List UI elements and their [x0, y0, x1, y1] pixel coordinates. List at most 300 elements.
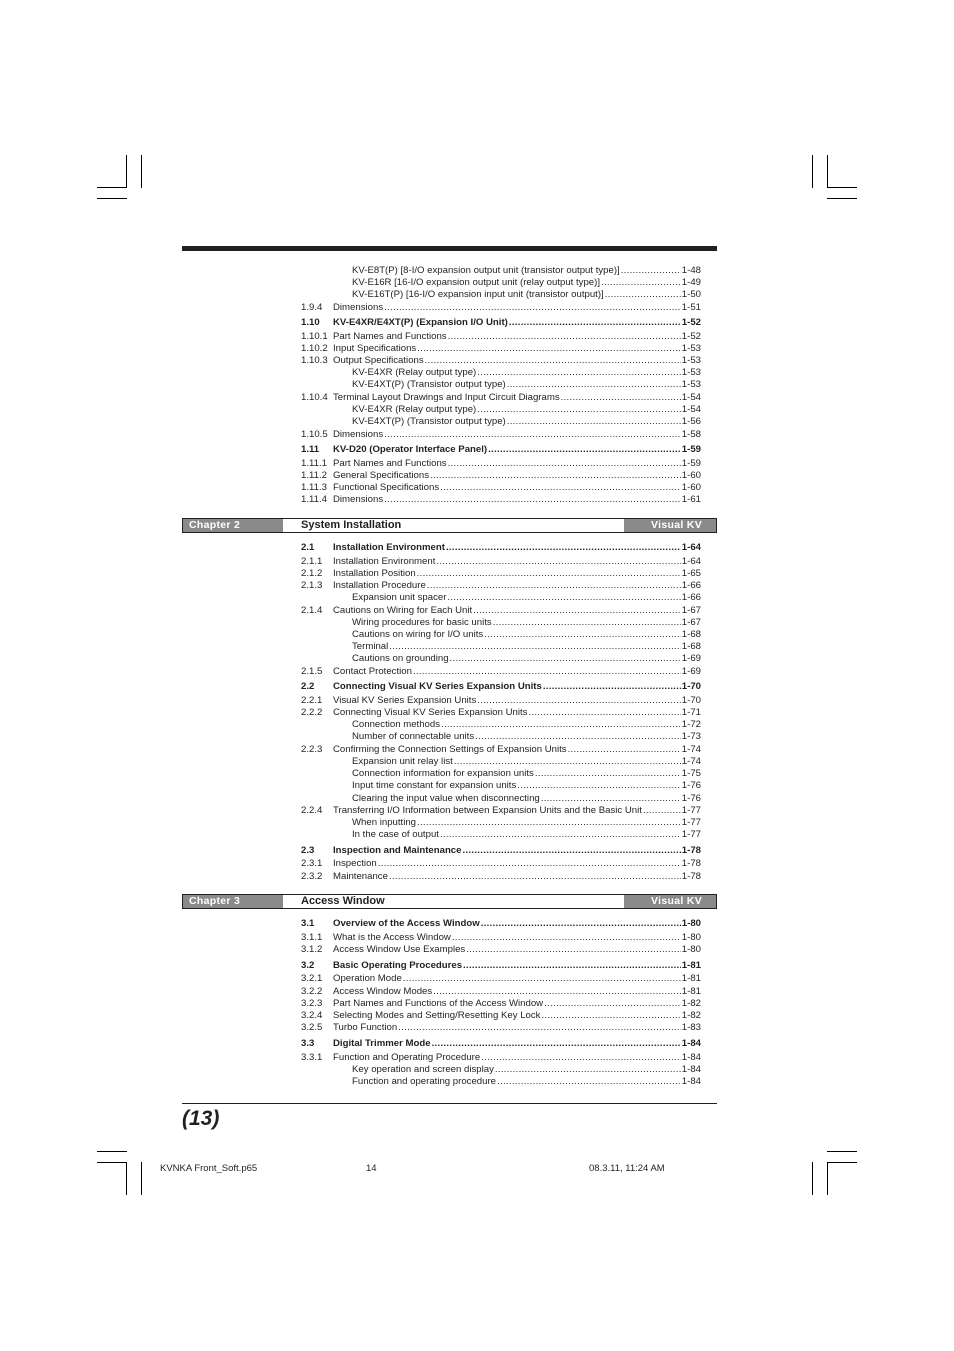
toc-entry [301, 653, 701, 665]
toc-entry [301, 580, 701, 592]
toc-entry-title: Functional Specifications [333, 482, 440, 493]
toc-entry-page: 1-52 [681, 317, 701, 328]
toc-entry-title: KV-D20 (Operator Interface Panel) [333, 444, 488, 455]
toc-entry [301, 960, 701, 972]
toc-entry-page: 1-51 [681, 302, 701, 313]
toc-entry-title: Access Window Use Examples [333, 944, 466, 955]
dot-leader [528, 707, 680, 719]
toc-entry-page: 1-84 [681, 1076, 701, 1087]
toc-entry-title: Input Specifications [333, 343, 417, 354]
toc-entry-number: 1.11.4 [301, 494, 327, 505]
toc-entry [301, 302, 701, 314]
toc-entry-title: KV-E4XR/E4XT(P) (Expansion I/O Unit) [333, 317, 508, 328]
toc-entry-page: 1-64 [681, 542, 701, 553]
toc-entry-title: Overview of the Access Window [333, 918, 480, 929]
toc-entry-page: 1-82 [681, 998, 701, 1009]
toc-entry [301, 343, 701, 355]
toc-entry-title: Cautions on grounding [352, 653, 449, 664]
toc-entry-title: Access Window Modes [333, 986, 433, 997]
crop-mark [97, 1162, 127, 1163]
dot-leader [605, 289, 681, 301]
dot-leader [446, 542, 681, 554]
chapter-title: System Installation [301, 519, 402, 531]
toc-entry-title: KV-E4XT(P) (Transistor output type) [352, 379, 506, 390]
dot-leader [384, 494, 681, 506]
toc-entry-page: 1-59 [681, 444, 701, 455]
dot-leader [384, 302, 681, 314]
footer-timestamp: 08.3.11, 11:24 AM [589, 1163, 665, 1174]
toc-entry [301, 817, 701, 829]
crop-mark [97, 198, 127, 199]
toc-entry [301, 629, 701, 641]
toc-entry-title: Inspection [333, 858, 377, 869]
toc-entry [301, 429, 701, 441]
toc-entry [301, 277, 701, 289]
toc-entry [301, 416, 701, 428]
crop-mark [97, 1151, 127, 1152]
crop-mark [827, 1151, 857, 1152]
dot-leader [403, 973, 681, 985]
toc-entry-title: Maintenance [333, 871, 388, 882]
dot-leader [417, 817, 681, 829]
toc-entry-page: 1-53 [681, 379, 701, 390]
toc-entry-number: 1.10.2 [301, 343, 328, 354]
dot-leader [432, 1038, 681, 1050]
toc-entry-number: 2.2.1 [301, 695, 323, 706]
toc-entry-page: 1-84 [681, 1064, 701, 1075]
toc-entry-page: 1-84 [681, 1038, 701, 1049]
toc-entry [301, 756, 701, 768]
toc-entry [301, 556, 701, 568]
toc-entry-number: 1.10 [301, 317, 320, 328]
toc-entry-title: Visual KV Series Expansion Units [333, 695, 477, 706]
toc-entry-page: 1-78 [681, 871, 701, 882]
dot-leader [436, 556, 680, 568]
toc-entry-page: 1-68 [681, 629, 701, 640]
crop-mark [141, 1162, 142, 1195]
toc-entry-page: 1-71 [681, 707, 701, 718]
toc-entry-page: 1-60 [681, 470, 701, 481]
toc-entry [301, 1064, 701, 1076]
toc-entry [301, 1038, 701, 1050]
toc-entry-page: 1-78 [681, 858, 701, 869]
toc-entry-title: Clearing the input value when disconnecting [352, 793, 540, 804]
toc-entry-title: KV-E8T(P) [8-I/O expansion output unit (transistor output type)] [352, 265, 620, 276]
dot-leader [621, 265, 681, 277]
toc-entry-page: 1-49 [681, 277, 701, 288]
dot-leader [440, 482, 681, 494]
dot-leader [475, 731, 681, 743]
toc-entry-page: 1-67 [681, 605, 701, 616]
toc-entry [301, 1010, 701, 1022]
dot-leader [568, 744, 681, 756]
toc-entry-title: Contact Protection [333, 666, 412, 677]
toc-entry-title: Installation Environment [333, 556, 436, 567]
toc-entry-number: 2.1.5 [301, 666, 323, 677]
toc-entry-title: Selecting Modes and Setting/Resetting Key Lock [333, 1010, 541, 1021]
toc-entry-page: 1-76 [681, 780, 701, 791]
toc-entry-title: Transferring I/O Information between Expansion Units and the Basic Unit [333, 805, 642, 816]
toc-entry [301, 265, 701, 277]
toc-entry-title: Turbo Function [333, 1022, 398, 1033]
toc-entry-page: 1-56 [681, 416, 701, 427]
dot-leader [413, 666, 681, 678]
toc-entry-title: In the case of output [352, 829, 439, 840]
toc-entry-title: Expansion unit relay list [352, 756, 453, 767]
toc-entry [301, 592, 701, 604]
page-number: (13) [182, 1107, 220, 1130]
toc-entry [301, 829, 701, 841]
toc-entry-number: 1.9.4 [301, 302, 323, 313]
chapter-label: Chapter 3 [183, 895, 283, 908]
dot-leader [430, 470, 681, 482]
dot-leader [450, 653, 681, 665]
toc-entry-page: 1-53 [681, 343, 701, 354]
crop-mark [827, 198, 857, 199]
toc-entry-number: 2.2.4 [301, 805, 323, 816]
toc-entry [301, 973, 701, 985]
toc-entry-page: 1-70 [681, 695, 701, 706]
toc-entry-title: KV-E4XR (Relay output type) [352, 404, 477, 415]
toc-entry-page: 1-70 [681, 681, 701, 692]
toc-entry [301, 944, 701, 956]
crop-mark [812, 1162, 813, 1195]
dot-leader [462, 845, 680, 857]
crop-mark [126, 155, 127, 188]
toc-entry [301, 1022, 701, 1034]
toc-entry [301, 719, 701, 731]
toc-entry [301, 458, 701, 470]
toc-entry [301, 731, 701, 743]
toc-entry [301, 744, 701, 756]
toc-entry-number: 1.11.2 [301, 470, 327, 481]
toc-entry [301, 998, 701, 1010]
toc-entry-title: Connecting Visual KV Series Expansion Units [333, 681, 542, 692]
toc-entry-number: 2.2.2 [301, 707, 323, 718]
dot-leader [497, 1076, 681, 1088]
toc-entry-number: 3.3 [301, 1038, 315, 1049]
dot-leader [454, 756, 681, 768]
toc-entry [301, 871, 701, 883]
toc-entry-page: 1-80 [681, 944, 701, 955]
toc-entry-title: Output Specifications [333, 355, 424, 366]
toc-entry-number: 3.1.1 [301, 932, 323, 943]
dot-leader [481, 918, 681, 930]
toc-entry-title: Cautions on wiring for I/O units [352, 629, 484, 640]
toc-entry-title: When inputting [352, 817, 416, 828]
toc-entry [301, 707, 701, 719]
toc-entry-page: 1-58 [681, 429, 701, 440]
toc-entry-number: 2.1.1 [301, 556, 323, 567]
toc-entry-title: KV-E16T(P) [16-I/O expansion input unit (transistor output)] [352, 289, 604, 300]
dot-leader [488, 444, 681, 456]
dot-leader [378, 858, 681, 870]
toc-entry [301, 482, 701, 494]
crop-mark [827, 1162, 828, 1195]
toc-entry-page: 1-82 [681, 1010, 701, 1021]
toc-entry-number: 2.3 [301, 845, 315, 856]
toc-entry-page: 1-77 [681, 805, 701, 816]
toc-entry-title: Terminal [352, 641, 389, 652]
toc-entry-number: 2.1.3 [301, 580, 323, 591]
toc-entry [301, 392, 701, 404]
footer-sheet: 14 [366, 1163, 377, 1174]
header-rule [182, 246, 717, 251]
crop-mark [827, 155, 828, 188]
dot-leader [448, 331, 681, 343]
dot-leader [643, 805, 681, 817]
toc-entry-title: Part Names and Functions [333, 458, 447, 469]
toc-entry-number: 1.10.3 [301, 355, 328, 366]
dot-leader [481, 1052, 681, 1064]
toc-entry-title: Basic Operating Procedures [333, 960, 463, 971]
toc-entry [301, 986, 701, 998]
toc-entry-page: 1-81 [681, 986, 701, 997]
toc-entry-number: 3.1.2 [301, 944, 323, 955]
chapter-title: Access Window [301, 895, 385, 907]
toc-entry-page: 1-48 [681, 265, 701, 276]
toc-entry [301, 932, 701, 944]
toc-entry-number: 2.3.1 [301, 858, 323, 869]
dot-leader [477, 367, 681, 379]
toc-entry-page: 1-69 [681, 666, 701, 677]
toc-entry-page: 1-74 [681, 756, 701, 767]
toc-entry-title: Part Names and Functions of the Access Window [333, 998, 544, 1009]
toc-entry-page: 1-65 [681, 568, 701, 579]
toc-entry [301, 805, 701, 817]
toc-entry-page: 1-80 [681, 932, 701, 943]
toc-entry-number: 3.2.4 [301, 1010, 323, 1021]
toc-entry-number: 3.2.1 [301, 973, 323, 984]
toc-entry-title: Connection methods [352, 719, 440, 730]
dot-leader [543, 681, 681, 693]
toc-entry-page: 1-81 [681, 973, 701, 984]
crop-mark [827, 187, 857, 188]
toc-entry-title: Installation Position [333, 568, 416, 579]
toc-entry-number: 3.2 [301, 960, 315, 971]
dot-leader [384, 429, 681, 441]
toc-entry-number: 1.10.4 [301, 392, 328, 403]
toc-entry-number: 2.1.4 [301, 605, 323, 616]
toc-entry [301, 404, 701, 416]
dot-leader [389, 871, 681, 883]
toc-entry-number: 1.11.1 [301, 458, 327, 469]
toc-entry-page: 1-77 [681, 817, 701, 828]
dot-leader [493, 617, 681, 629]
toc-entry-title: Expansion unit spacer [352, 592, 447, 603]
toc-entry-title: KV-E16R [16-I/O expansion output unit (relay output type)] [352, 277, 600, 288]
toc-entry-page: 1-69 [681, 653, 701, 664]
dot-leader [477, 695, 681, 707]
toc-entry-number: 2.2 [301, 681, 315, 692]
toc-entry-page: 1-54 [681, 404, 701, 415]
toc-entry-page: 1-73 [681, 731, 701, 742]
toc-entry-title: Connecting Visual KV Series Expansion Units [333, 707, 528, 718]
toc-entry-page: 1-76 [681, 793, 701, 804]
toc-entry-page: 1-77 [681, 829, 701, 840]
toc-entry [301, 317, 701, 329]
toc-entry-title: Function and operating procedure [352, 1076, 497, 1087]
dot-leader [509, 317, 681, 329]
toc-entry [301, 331, 701, 343]
toc-entry-number: 3.2.2 [301, 986, 323, 997]
toc-entry-page: 1-66 [681, 592, 701, 603]
dot-leader [495, 1064, 681, 1076]
chapter-tag: Visual KV [624, 895, 716, 908]
dot-leader [466, 944, 681, 956]
toc-entry-title: Part Names and Functions [333, 331, 447, 342]
dot-leader [601, 277, 681, 289]
toc-entry-title: Key operation and screen display [352, 1064, 494, 1075]
toc-entry [301, 666, 701, 678]
toc-entry-page: 1-52 [681, 331, 701, 342]
toc-entry [301, 793, 701, 805]
toc-entry-page: 1-50 [681, 289, 701, 300]
toc-entry-number: 1.11.3 [301, 482, 327, 493]
chapter-label: Chapter 2 [183, 519, 283, 532]
dot-leader [477, 404, 681, 416]
toc-entry-number: 3.2.3 [301, 998, 323, 1009]
toc-entry-title: Inspection and Maintenance [333, 845, 462, 856]
toc-entry-page: 1-53 [681, 367, 701, 378]
toc-entry [301, 780, 701, 792]
crop-mark [827, 1162, 857, 1163]
dot-leader [441, 719, 681, 731]
chapter-3-header [182, 894, 717, 909]
dot-leader [463, 960, 681, 972]
toc-entry-number: 3.1 [301, 918, 315, 929]
toc-entry-number: 1.10.5 [301, 429, 328, 440]
dot-leader [544, 998, 681, 1010]
toc-entry [301, 470, 701, 482]
toc-entry-title: Cautions on Wiring for Each Unit [333, 605, 473, 616]
toc-entry-title: Number of connectable units [352, 731, 475, 742]
toc-entry-page: 1-84 [681, 1052, 701, 1063]
toc-entry [301, 542, 701, 554]
toc-entry [301, 695, 701, 707]
dot-leader [507, 379, 681, 391]
toc-entry-page: 1-80 [681, 918, 701, 929]
toc-entry-number: 2.2.3 [301, 744, 323, 755]
chapter-2-header [182, 518, 717, 533]
toc-entry [301, 568, 701, 580]
toc-entry [301, 444, 701, 456]
toc-entry-title: KV-E4XR (Relay output type) [352, 367, 477, 378]
toc-entry [301, 768, 701, 780]
toc-entry [301, 858, 701, 870]
toc-entry [301, 1076, 701, 1088]
toc-entry [301, 367, 701, 379]
toc-entry [301, 845, 701, 857]
toc-entry-title: Confirming the Connection Settings of Expansion Units [333, 744, 567, 755]
dot-leader [427, 580, 681, 592]
toc-entry-title: Installation Procedure [333, 580, 426, 591]
toc-entry-page: 1-78 [681, 845, 701, 856]
toc-entry-number: 1.11 [301, 444, 320, 455]
dot-leader [541, 1010, 680, 1022]
toc-entry-title: General Specifications [333, 470, 429, 481]
dot-leader [417, 568, 681, 580]
toc-entry [301, 605, 701, 617]
toc-entry-title: KV-E4XT(P) (Transistor output type) [352, 416, 506, 427]
dot-leader [398, 1022, 681, 1034]
toc-entry-page: 1-53 [681, 355, 701, 366]
toc-entry [301, 641, 701, 653]
toc-entry-title: Dimensions [333, 429, 384, 440]
toc-entry-title: Dimensions [333, 302, 384, 313]
dot-leader [448, 458, 681, 470]
toc-entry [301, 617, 701, 629]
toc-entry-title: Operation Mode [333, 973, 402, 984]
dot-leader [517, 780, 681, 792]
toc-entry-page: 1-60 [681, 482, 701, 493]
toc-entry-title: Wiring procedures for basic units [352, 617, 492, 628]
toc-entry-page: 1-72 [681, 719, 701, 730]
crop-mark [97, 187, 127, 188]
toc-entry-page: 1-68 [681, 641, 701, 652]
footer-rule [182, 1103, 717, 1104]
toc-entry-page: 1-74 [681, 744, 701, 755]
toc-entry-page: 1-83 [681, 1022, 701, 1033]
toc-entry-title: Input time constant for expansion units [352, 780, 517, 791]
toc-entry-page: 1-54 [681, 392, 701, 403]
dot-leader [507, 416, 681, 428]
toc-entry [301, 681, 701, 693]
dot-leader [541, 793, 681, 805]
dot-leader [447, 592, 680, 604]
dot-leader [484, 629, 681, 641]
footer-file: KVNKA Front_Soft.p65 [160, 1163, 258, 1174]
dot-leader [561, 392, 681, 404]
dot-leader [535, 768, 681, 780]
toc-entry [301, 918, 701, 930]
toc-entry-number: 2.3.2 [301, 871, 323, 882]
crop-mark [812, 155, 813, 188]
toc-entry-number: 2.1.2 [301, 568, 323, 579]
toc-entry-page: 1-81 [681, 960, 701, 971]
dot-leader [473, 605, 681, 617]
toc-entry [301, 355, 701, 367]
toc-entry-title: Terminal Layout Drawings and Input Circuit Diagrams [333, 392, 560, 403]
toc-entry [301, 494, 701, 506]
toc-entry-page: 1-66 [681, 580, 701, 591]
crop-mark [126, 1162, 127, 1195]
toc-entry-title: What is the Access Window [333, 932, 451, 943]
dot-leader [433, 986, 681, 998]
toc-entry-title: Installation Environment [333, 542, 445, 553]
toc-entry-title: Connection information for expansion units [352, 768, 534, 779]
toc-entry-number: 3.2.5 [301, 1022, 323, 1033]
toc-entry-title: Digital Trimmer Mode [333, 1038, 431, 1049]
dot-leader [425, 355, 681, 367]
chapter-tag: Visual KV [624, 519, 716, 532]
toc-entry-page: 1-61 [681, 494, 701, 505]
dot-leader [417, 343, 681, 355]
toc-entry-page: 1-67 [681, 617, 701, 628]
toc-entry-page: 1-59 [681, 458, 701, 469]
dot-leader [452, 932, 681, 944]
toc-entry-title: Function and Operating Procedure [333, 1052, 481, 1063]
toc-entry-number: 2.1 [301, 542, 315, 553]
crop-mark [141, 155, 142, 188]
toc-entry-number: 1.10.1 [301, 331, 328, 342]
toc-entry [301, 1052, 701, 1064]
dot-leader [440, 829, 681, 841]
toc-entry-page: 1-64 [681, 556, 701, 567]
toc-entry [301, 289, 701, 301]
toc-entry-number: 3.3.1 [301, 1052, 323, 1063]
dot-leader [389, 641, 681, 653]
